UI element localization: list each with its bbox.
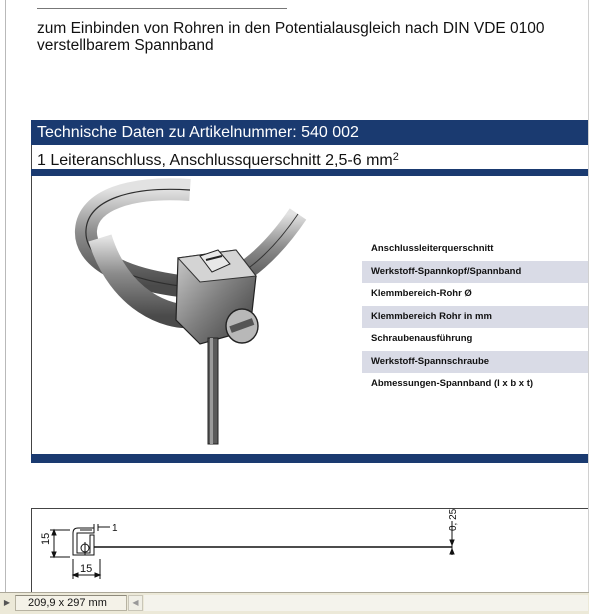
top-rule xyxy=(37,8,287,9)
tech-data-subtitle xyxy=(31,145,589,169)
dim-height-label: 15 xyxy=(40,532,52,545)
product-image xyxy=(60,178,330,450)
subtitle-text: 1 Leiteranschluss, Anschlussquerschnitt 2,5-6 mm xyxy=(37,152,393,169)
page-left-edge xyxy=(5,0,6,592)
spec-row: Klemmbereich Rohr in mm xyxy=(362,306,589,329)
header-band-top xyxy=(31,169,589,176)
spec-list xyxy=(362,238,589,396)
intro-line-2: verstellbarem Spannband xyxy=(37,37,214,54)
clamp-profile xyxy=(73,528,94,555)
spec-row: Klemmbereich-Rohr Ø xyxy=(371,288,472,299)
scroll-left-button[interactable]: ◀ xyxy=(128,595,143,611)
dim-thickness-label: 0, 25 xyxy=(448,509,459,531)
spec-row: Abmessungen-Spannband (l x b x t) xyxy=(371,378,534,389)
spec-row: Schraubenausführung xyxy=(371,333,473,344)
tech-data-header: Technische Daten zu Artikelnummer: 540 002 xyxy=(31,120,589,145)
status-bar xyxy=(0,592,589,614)
technical-drawing xyxy=(32,509,588,592)
dim-gap-label: 1 xyxy=(112,523,118,534)
header-band-bottom xyxy=(31,454,589,463)
spec-row: Anschlussleiterquerschnitt xyxy=(371,243,494,254)
intro-line-1: zum Einbinden von Rohren in den Potentialausgleich nach DIN VDE 0100 xyxy=(37,20,545,37)
page-size-indicator[interactable]: 209,9 x 297 mm xyxy=(15,595,127,611)
dim-width-label: 15 xyxy=(80,563,93,575)
subtitle-superscript: 2 xyxy=(392,151,399,163)
intro-text xyxy=(37,20,589,54)
spec-row: Werkstoff-Spannschraube xyxy=(362,351,589,374)
expand-arrow-icon[interactable]: ▶ xyxy=(3,598,11,607)
spec-row: Werkstoff-Spannkopf/Spannband xyxy=(362,261,589,284)
horizontal-scrollbar[interactable] xyxy=(144,595,588,611)
